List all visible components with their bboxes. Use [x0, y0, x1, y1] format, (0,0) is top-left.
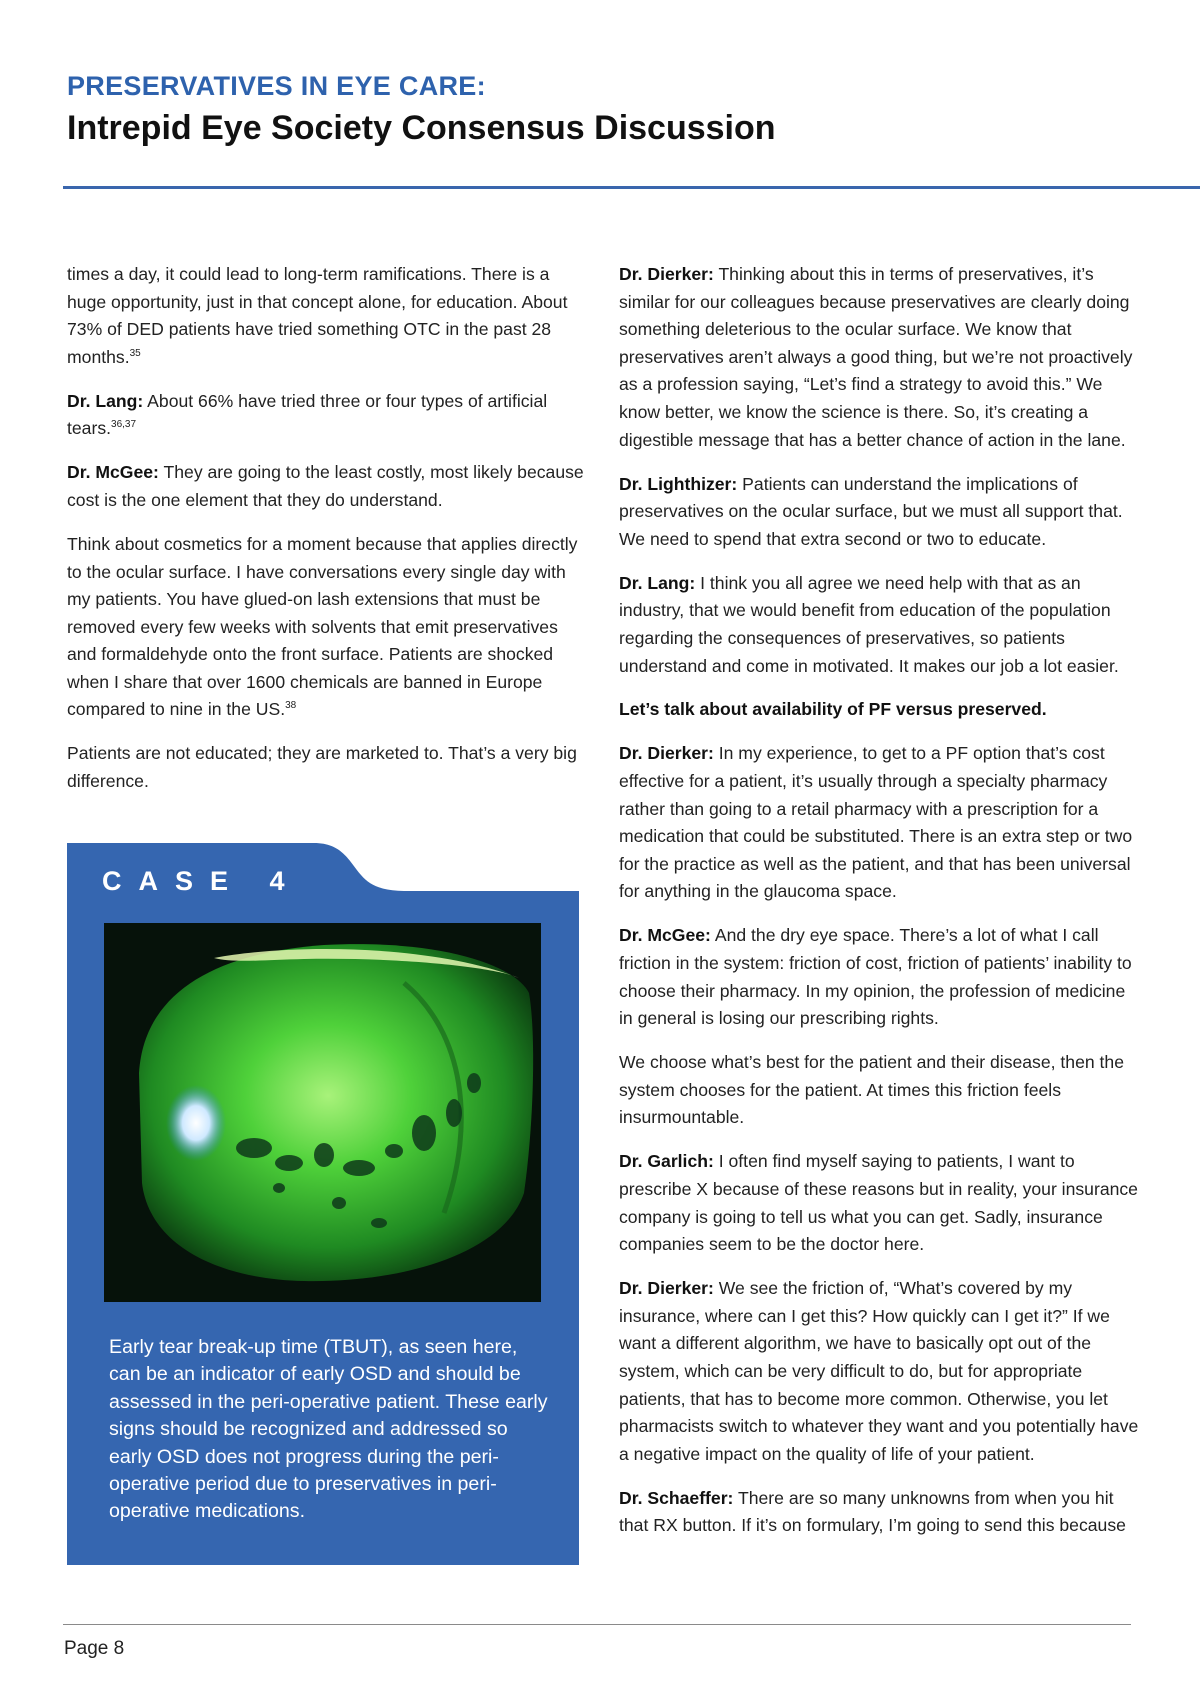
paragraph-text: I often find myself saying to patients, I want to prescribe X because of these reasons but in reality, your insurance company is going to tell us what you can get. Sadly, insurance companies seem to be the doctor here. — [619, 1151, 1138, 1255]
paragraph — [619, 570, 1139, 680]
speaker-name: Dr. Schaeffer: — [619, 1487, 734, 1508]
paragraph-text: We choose what’s best for the patient and their disease, then the system chooses for the patient. At times this friction feels insurmountable. — [619, 1052, 1125, 1128]
paragraph-text: Think about cosmetics for a moment because that applies directly to the ocular surface. I have conversations every single day with my patients. You have glued-on lash extensions that must be removed every few weeks with solvents that emit preservatives and formaldehyde onto the front surface. Patients are shocked when I share that over 1600 chemicals are banned in Europe compared to nine in the US. — [67, 533, 578, 720]
speaker-name: Dr. Lang: — [67, 390, 144, 411]
paragraph — [619, 1275, 1139, 1468]
article-header — [67, 70, 776, 150]
speaker-name: Dr. Garlich: — [619, 1151, 714, 1172]
speaker-name: Dr. McGee: — [619, 925, 711, 946]
reference-superscript: 36,37 — [111, 419, 137, 431]
paragraph-text: About 66% have tried three or four types of artificial tears. — [67, 390, 548, 439]
paragraph-text: Patients can understand the implications of preservatives on the ocular surface, but we must all support that. We need to spend that extra second or two to educate. — [619, 473, 1123, 549]
paragraph-text: There are so many unknowns from when you hit that RX button. If it’s on formulary, I’m going to send this because — [619, 1487, 1126, 1536]
paragraph-text: We see the friction of, “What’s covered by my insurance, where can I get this? How quickly can I get it?” If we want a different algorithm, we have to basically opt out of the system, which can be very difficult to do, but for appropriate patients, that has to become more common. Otherwise, you let pharmacists switch to whatever they want and you potentially have a negative impact on the quality of life of your patient. — [619, 1278, 1139, 1464]
article-title: Intrepid Eye Society Consensus Discussion — [67, 109, 776, 147]
fluorescein-eye-image — [104, 923, 541, 1302]
speaker-name: Dr. Lighthizer: — [619, 473, 738, 494]
paragraph-text: Patients are not educated; they are marketed to. That’s a very big difference. — [67, 743, 577, 792]
paragraph — [67, 388, 587, 443]
paragraph — [67, 261, 587, 371]
case-study-box — [67, 843, 579, 1565]
paragraph-text: Thinking about this in terms of preservatives, it’s similar for our colleagues because preservatives are clearly doing something deleterious to the ocular surface. We know that preservatives aren’t always a good thing, but we’re not proactively as a profession saying, “Let’s find a strategy to avoid this.” We know better, we know the science is there. So, it’s creating a digestible message that has a better chance of action in the lane. — [619, 264, 1133, 450]
reference-superscript: 38 — [285, 700, 297, 712]
paragraph — [619, 922, 1139, 1032]
reference-superscript: 35 — [129, 347, 141, 359]
speaker-name: Dr. Lang: — [619, 572, 696, 593]
question-text: Let’s talk about availability of PF versus preserved. — [619, 699, 1047, 720]
section-kicker: PRESERVATIVES IN EYE CARE: — [67, 71, 486, 101]
speaker-name: Dr. McGee: — [67, 462, 159, 483]
speaker-name: Dr. Dierker: — [619, 1278, 714, 1299]
footer-divider — [63, 1624, 1131, 1625]
paragraph-text: And the dry eye space. There’s a lot of what I call friction in the system: friction of cost, friction of patients’ inability to choose their pharmacy. In my opinion, the profession of medicine in general is losing our prescribing rights. — [619, 925, 1132, 1029]
paragraph — [619, 1049, 1139, 1132]
speaker-name: Dr. Dierker: — [619, 264, 714, 284]
paragraph — [619, 471, 1139, 554]
paragraph-text: They are going to the least costly, most likely because cost is the one element that they do understand. — [67, 462, 584, 510]
left-column — [67, 261, 587, 812]
paragraph — [619, 261, 1139, 454]
header-divider — [63, 186, 1200, 189]
paragraph — [67, 531, 587, 724]
case-label: CASE 4 — [102, 866, 302, 896]
case-caption: Early tear break-up time (TBUT), as seen here, can be an indicator of early OSD and should be assessed in the peri-operative patient. These early signs should be recognized and addressed so early OSD does not progress during the peri-operative period due to preservatives in peri-operative medications. — [109, 1336, 548, 1523]
paragraph — [619, 740, 1139, 906]
right-column — [619, 261, 1139, 1556]
speaker-name: Dr. Dierker: — [619, 743, 714, 764]
paragraph-text: In my experience, to get to a PF option that’s cost effective for a patient, it’s usually through a specialty pharmacy rather than going to a retail pharmacy with a prescription for a medication that could be substituted. There is an extra step or two for the practice as well as the patient, and that has been universal for anything in the glaucoma space. — [619, 743, 1133, 902]
paragraph — [67, 740, 587, 795]
question-heading — [619, 696, 1139, 724]
paragraph-text: I think you all agree we need help with that as an industry, that we would benefit from education of the population regarding the consequences of preservatives, so patients understand and come in motivated. It makes our job a lot easier. — [619, 572, 1119, 676]
paragraph — [619, 1485, 1139, 1540]
paragraph-text: times a day, it could lead to long-term ramifications. There is a huge opportunity, just in that concept alone, for education. About 73% of DED patients have tried something OTC in the past 28 months. — [67, 264, 568, 367]
paragraph — [619, 1148, 1139, 1258]
page-number: Page 8 — [64, 1638, 125, 1659]
paragraph — [67, 459, 587, 514]
